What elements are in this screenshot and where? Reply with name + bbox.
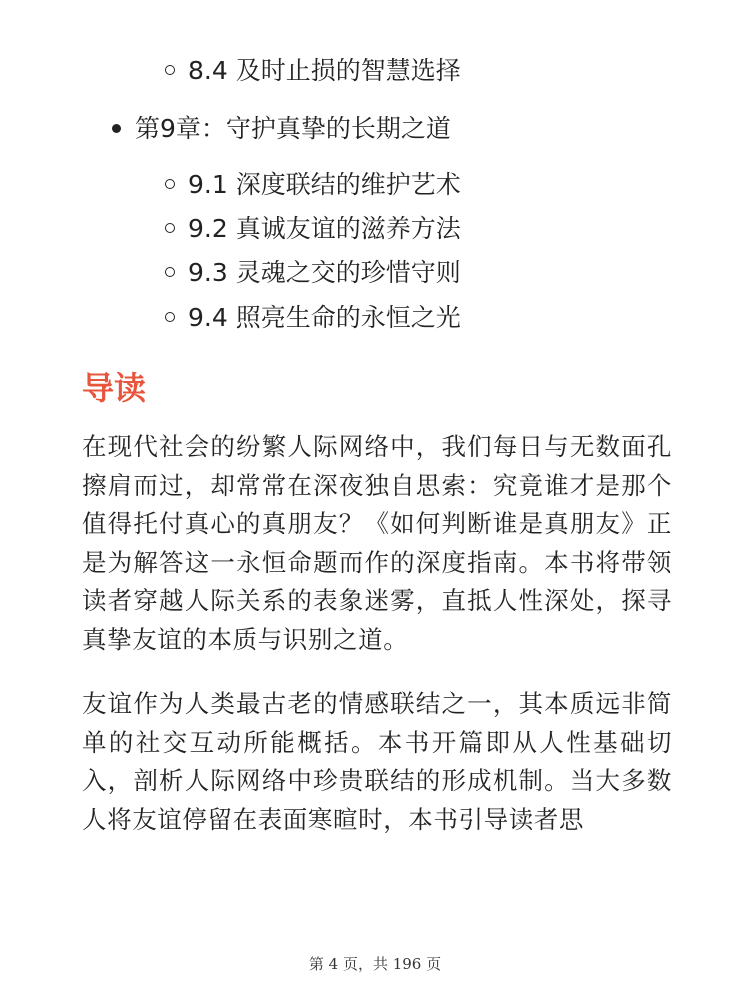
toc-subitem-9-3 <box>165 256 461 290</box>
toc-subitem-9-4 <box>165 301 461 335</box>
toc-subitem-label: 9.4 照亮生命的永恒之光 <box>188 303 461 332</box>
toc-subitem-label: 9.3 灵魂之交的珍惜守则 <box>188 258 461 287</box>
toc-subitem-9-2 <box>165 212 461 246</box>
toc-subitem-8-4 <box>165 54 461 88</box>
toc-chapter-9 <box>112 112 451 146</box>
body-paragraph: 友谊作为人类最古老的情感联结之一，其本质远非简单的社交互动所能概括。本书开篇即从人性基础切入，剖析人际网络中珍贵联结的形成机制。当大多数人将友谊停留在表面寒暄时，本书引导读者思 <box>82 689 672 834</box>
page-number-footer: 第 4 页，共 196 页 <box>308 955 442 973</box>
toc-subitem-label: 9.2 真诚友谊的滋养方法 <box>188 214 461 243</box>
section-heading: 导读 <box>82 369 147 407</box>
hollow-bullet-icon <box>165 223 175 233</box>
hollow-bullet-icon <box>165 312 175 322</box>
hollow-bullet-icon <box>165 267 175 277</box>
toc-subitem-9-1 <box>165 168 461 202</box>
hollow-bullet-icon <box>165 65 175 75</box>
toc-subitem-label: 9.1 深度联结的维护艺术 <box>188 170 461 199</box>
filled-bullet-icon <box>112 124 121 133</box>
toc-chapter-label: 第9章：守护真挚的长期之道 <box>135 114 451 143</box>
toc-subitem-label: 8.4 及时止损的智慧选择 <box>188 56 461 85</box>
body-paragraph: 在现代社会的纷繁人际网络中，我们每日与无数面孔擦肩而过，却常常在深夜独自思索：究竟谁才是那个值得托付真心的真朋友？《如何判断谁是真朋友》正是为解答这一永恒命题而作的深度指南。本书将带领读者穿越人际关系的表象迷雾，直抵人性深处，探寻真挚友谊的本质与识别之道。 <box>82 432 672 654</box>
hollow-bullet-icon <box>165 179 175 189</box>
